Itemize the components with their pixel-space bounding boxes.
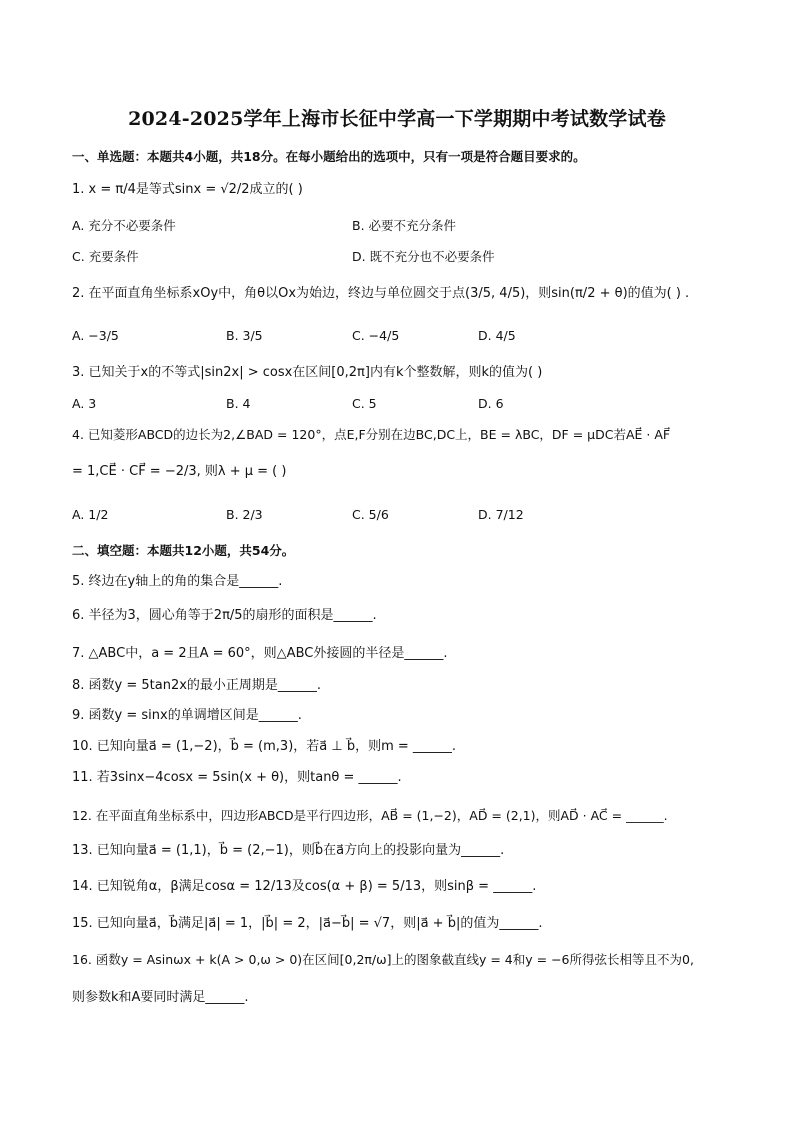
question-3-option-a: A. 3 (72, 396, 97, 411)
section-heading-single-choice: 一、单选题：本题共4小题，共18分。在每小题给出的选项中，只有一项是符合题目要求的。 (72, 149, 586, 164)
question-1-option-d: D. 既不充分也不必要条件 (352, 249, 495, 264)
question-2-option-a: A. −3/5 (72, 328, 119, 343)
page-title: 2024-2025学年上海市长征中学高一下学期期中考试数学试卷 (128, 108, 666, 130)
question-7: 7. △ABC中，a = 2且A = 60°，则△ABC外接圆的半径是______. (72, 646, 448, 661)
section-heading-fill-in: 二、填空题：本题共12小题，共54分。 (72, 543, 295, 558)
question-4-option-c: C. 5/6 (352, 507, 389, 522)
question-3-option-d: D. 6 (478, 396, 504, 411)
question-1-option-a: A. 充分不必要条件 (72, 218, 176, 233)
question-2-option-d: D. 4/5 (478, 328, 516, 343)
question-2-option-b: B. 3/5 (226, 328, 263, 343)
question-5: 5. 终边在y轴上的角的集合是______. (72, 574, 283, 589)
question-12: 12. 在平面直角坐标系中，四边形ABCD是平行四边形，AB⃗ = (1,−2)，AD⃗ = (2,1)，则AD⃗ · AC⃗ = ______. (72, 808, 668, 823)
question-10: 10. 已知向量a⃗ = (1,−2)，b⃗ = (m,3)，若a⃗ ⊥ b⃗，则m = ______. (72, 739, 457, 754)
question-4-stem-line-2: = 1,CE⃗ · CF⃗ = −2/3, 则λ + μ = ( ) (72, 464, 287, 479)
question-1-option-b: B. 必要不充分条件 (352, 218, 457, 233)
question-13: 13. 已知向量a⃗ = (1,1)，b⃗ = (2,−1)，则b⃗在a⃗方向上的投影向量为______. (72, 843, 505, 858)
question-3-option-c: C. 5 (352, 396, 377, 411)
question-4-option-a: A. 1/2 (72, 507, 109, 522)
question-15: 15. 已知向量a⃗，b⃗满足|a⃗| = 1，|b⃗| = 2，|a⃗−b⃗| = √7，则|a⃗ + b⃗|的值为______. (72, 916, 543, 931)
question-16-line-1: 16. 函数y = Asinωx + k(A > 0,ω > 0)在区间[0,2π/ω]上的图象截直线y = 4和y = −6所得弦长相等且不为0, (72, 952, 694, 967)
question-16-line-2: 则参数k和A要同时满足______. (72, 990, 249, 1005)
question-4-option-b: B. 2/3 (226, 507, 263, 522)
question-4-option-d: D. 7/12 (478, 507, 524, 522)
question-9: 9. 函数y = sinx的单调增区间是______. (72, 708, 302, 723)
question-3-option-b: B. 4 (226, 396, 251, 411)
question-3-stem: 3. 已知关于x的不等式|sin2x| > cosx在区间[0,2π]内有k个整数解，则k的值为( ) (72, 365, 543, 380)
question-4-stem-line-1: 4. 已知菱形ABCD的边长为2,∠BAD = 120°，点E,F分别在边BC,DC上，BE = λBC，DF = μDC若AE⃗ · AF⃗ (72, 427, 671, 442)
question-2-option-c: C. −4/5 (352, 328, 400, 343)
question-1-stem: 1. x = π/4是等式sinx = √2/2成立的( ) (72, 182, 303, 197)
question-1-option-c: C. 充要条件 (72, 249, 139, 264)
question-14: 14. 已知锐角α，β满足cosα = 12/13及cos(α + β) = 5/13，则sinβ = ______. (72, 879, 537, 894)
question-11: 11. 若3sinx−4cosx = 5sin(x + θ)，则tanθ = ______. (72, 770, 402, 785)
question-2-stem: 2. 在平面直角坐标系xOy中，角θ以Ox为始边，终边与单位圆交于点(3/5, 4/5)，则sin(π/2 + θ)的值为( ) . (72, 286, 690, 301)
question-8: 8. 函数y = 5tan2x的最小正周期是______. (72, 678, 322, 693)
question-6: 6. 半径为3，圆心角等于2π/5的扇形的面积是______. (72, 608, 377, 623)
